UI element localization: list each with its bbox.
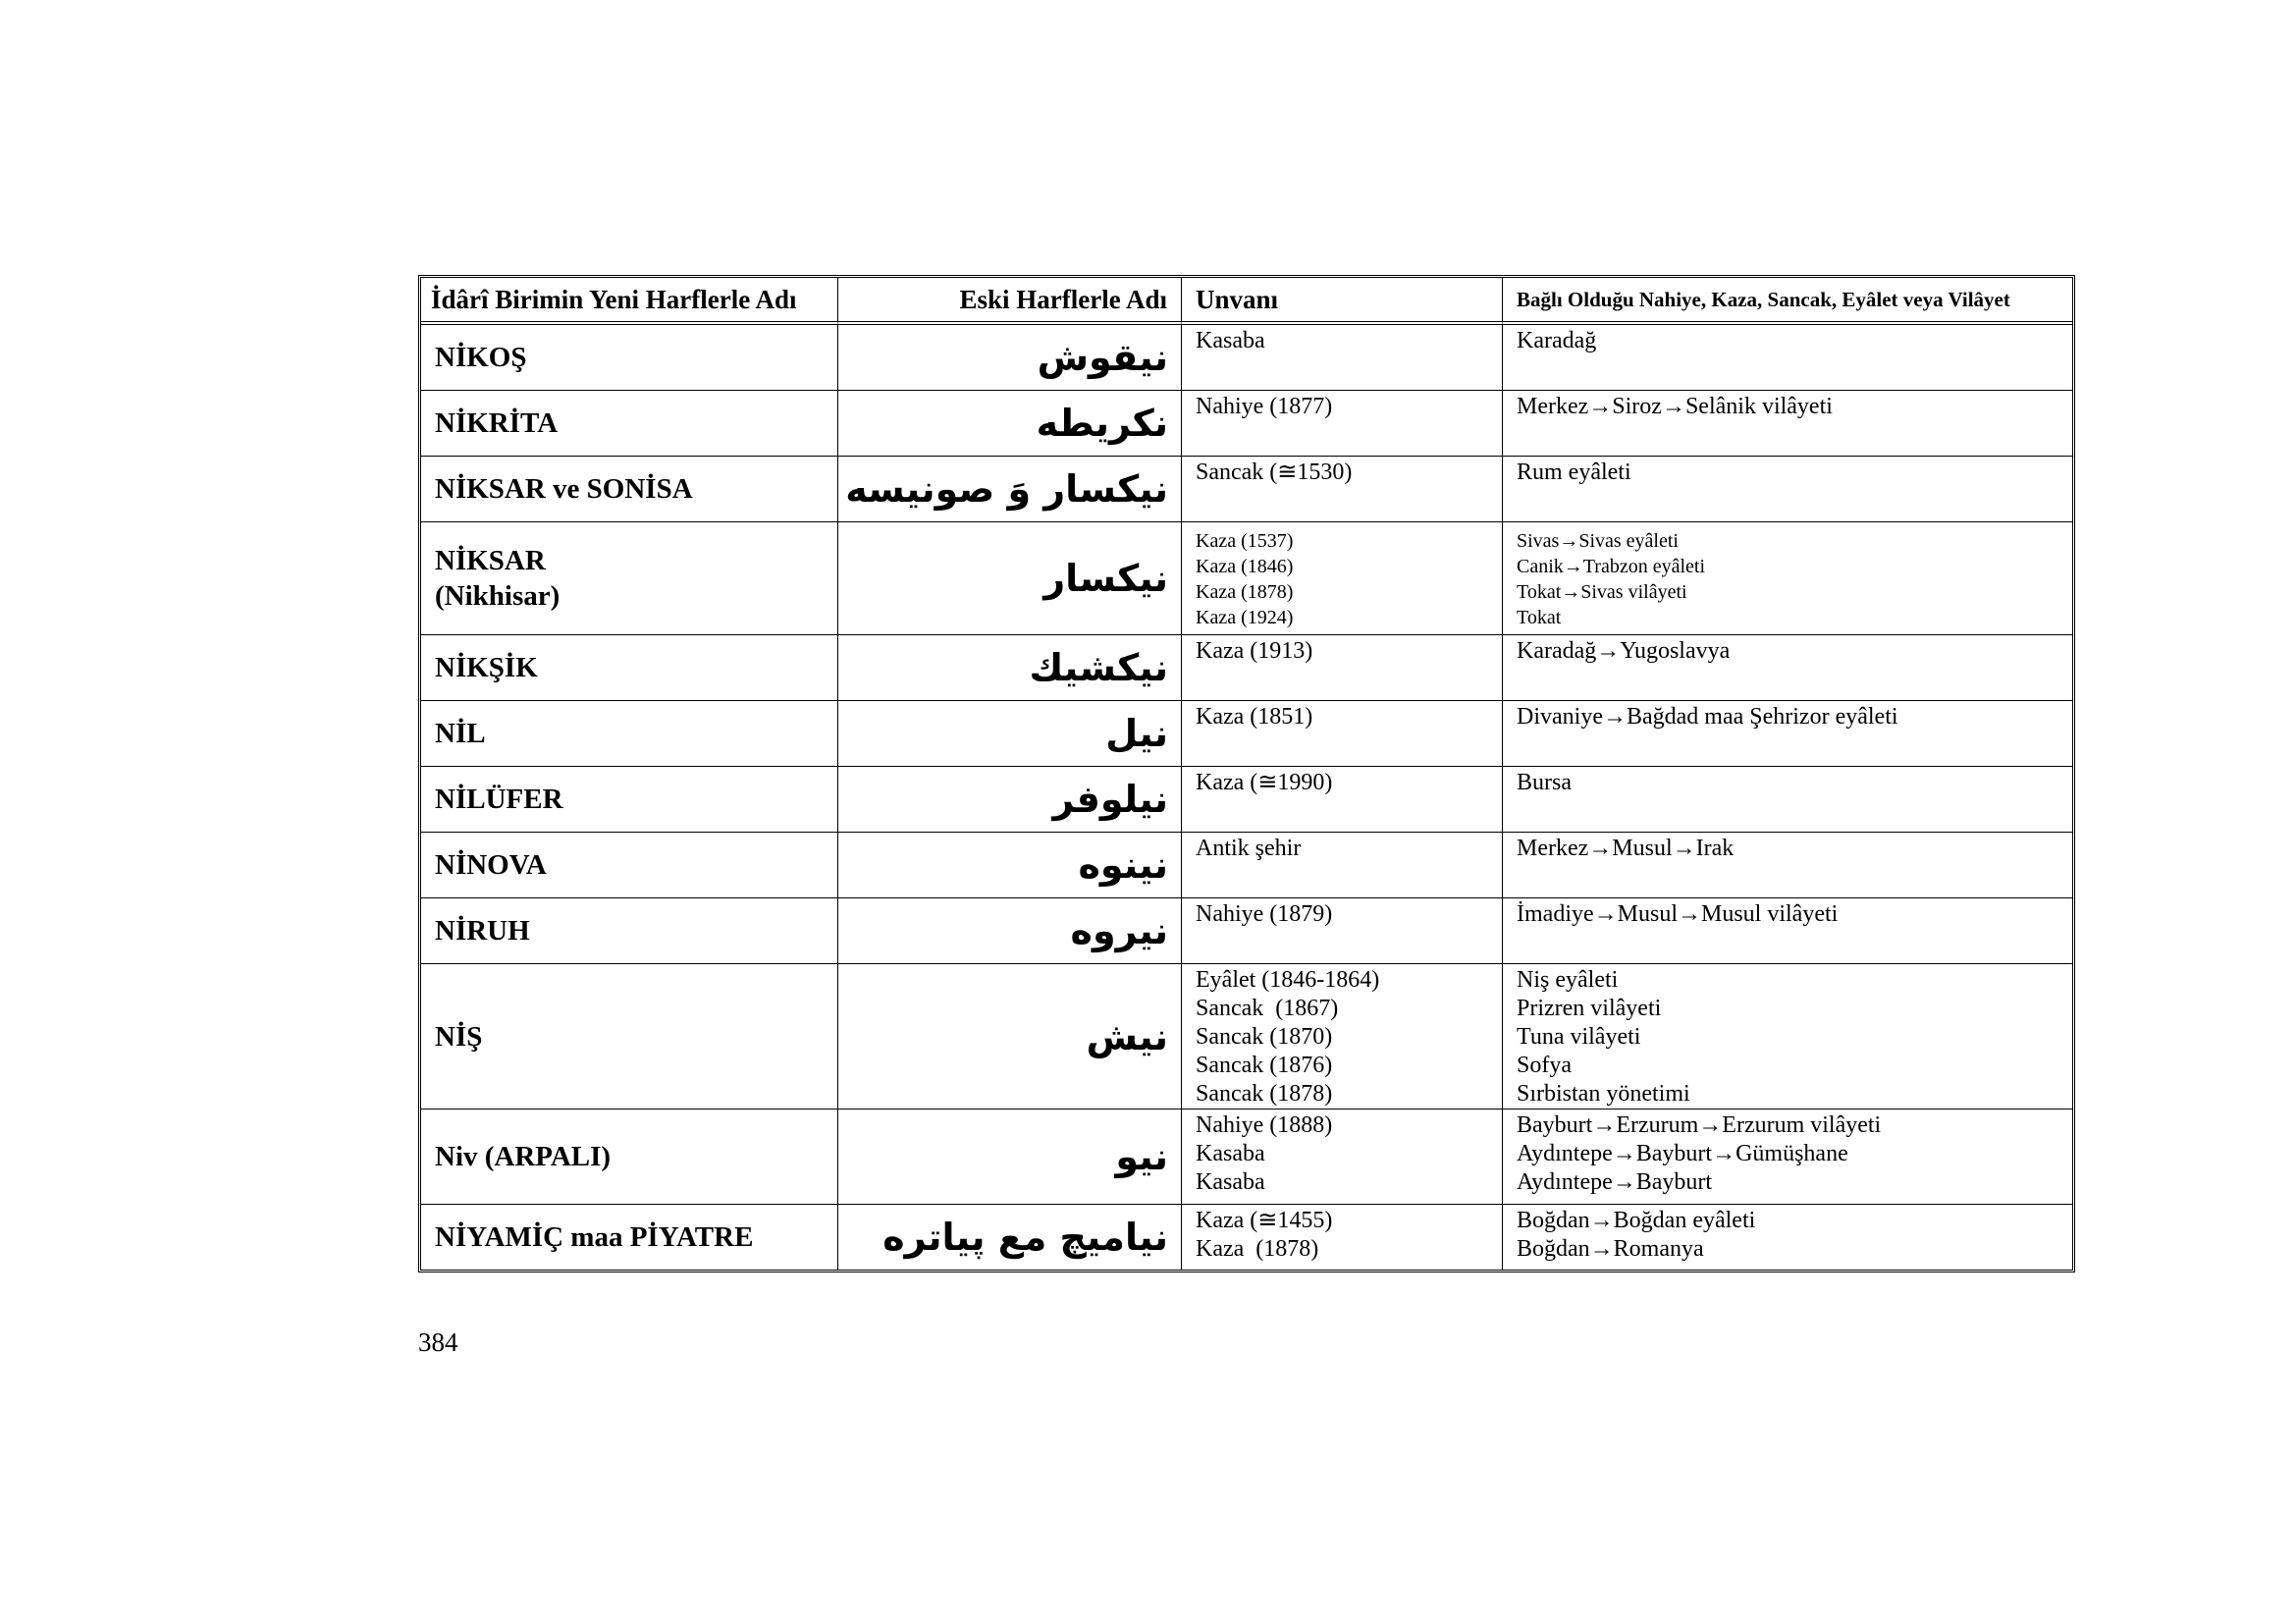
row-affiliations [1503, 898, 2072, 964]
table-row [421, 767, 2072, 833]
header-affiliation: Bağlı Olduğu Nahiye, Kaza, Sancak, Eyâlet veya Vilâyet [1503, 278, 2072, 325]
title-line: Sancak (1878) [1196, 1081, 1333, 1107]
title-line: Kaza (1878) [1196, 581, 1294, 603]
row-titles [1182, 964, 1503, 1110]
title-line: Kasaba [1196, 328, 1265, 353]
title-line: Sancak (1876) [1196, 1053, 1333, 1078]
table-row [421, 1110, 2072, 1205]
row-affiliations [1503, 391, 2072, 457]
affiliation-line: Aydıntepe→Bayburt→Gümüşhane [1517, 1141, 1848, 1166]
table-row [421, 457, 2072, 522]
affiliation-line: Niş eyâleti [1517, 967, 1619, 993]
title-line: Nahiye (1877) [1196, 394, 1333, 419]
row-titles [1182, 1205, 1503, 1270]
row-arabic-name: نيكسار [838, 522, 1182, 635]
title-line: Kaza (≅1455) [1196, 1208, 1333, 1233]
row-name: NİKOŞ [421, 325, 838, 391]
title-line: Sancak (1867) [1196, 996, 1339, 1021]
row-titles [1182, 391, 1503, 457]
affiliation-line: Karadağ [1517, 328, 1597, 353]
affiliation-line: Merkez→Siroz→Selânik vilâyeti [1517, 394, 1833, 419]
table-row [421, 325, 2072, 391]
affiliation-line: Boğdan→Romanya [1517, 1236, 1704, 1262]
table-header-row [421, 278, 2072, 325]
row-affiliations [1503, 457, 2072, 522]
row-arabic-name: نيلوفر [838, 767, 1182, 833]
affiliation-line: Rum eyâleti [1517, 460, 1631, 485]
row-titles [1182, 767, 1503, 833]
row-name: NİLÜFER [421, 767, 838, 833]
table-row [421, 964, 2072, 1110]
row-name: NİL [421, 701, 838, 767]
row-affiliations [1503, 635, 2072, 701]
row-name: NİYAMİÇ maa PİYATRE [421, 1205, 838, 1270]
row-arabic-name: نياميچ مع پياتره [838, 1205, 1182, 1270]
title-line: Antik şehir [1196, 836, 1302, 861]
affiliation-line: Bursa [1517, 770, 1572, 795]
table-row [421, 898, 2072, 964]
row-titles [1182, 701, 1503, 767]
row-arabic-name: نيكسار وَ صونيسه [838, 457, 1182, 522]
row-affiliations [1503, 833, 2072, 898]
affiliation-line: Boğdan→Boğdan eyâleti [1517, 1208, 1756, 1233]
row-name: NİRUH [421, 898, 838, 964]
row-titles [1182, 898, 1503, 964]
row-arabic-name: نيل [838, 701, 1182, 767]
row-arabic-name: نيكشيك [838, 635, 1182, 701]
row-affiliations [1503, 1110, 2072, 1205]
affiliation-line: Tuna vilâyeti [1517, 1024, 1641, 1050]
title-line: Nahiye (1888) [1196, 1112, 1333, 1138]
row-affiliations [1503, 325, 2072, 391]
header-new-name: İdârî Birimin Yeni Harflerle Adı [421, 278, 838, 325]
title-line: Sancak (1870) [1196, 1024, 1333, 1050]
row-titles [1182, 635, 1503, 701]
title-line: Kasaba [1196, 1141, 1265, 1166]
affiliation-line: İmadiye→Musul→Musul vilâyeti [1517, 901, 1839, 927]
row-name: NİKŞİK [421, 635, 838, 701]
affiliation-line: Tokat→Sivas vilâyeti [1517, 581, 1687, 603]
row-titles [1182, 1110, 1503, 1205]
title-line: Kaza (1846) [1196, 556, 1294, 577]
row-name-secondary: (Nikhisar) [435, 580, 561, 612]
affiliation-line: Canik→Trabzon eyâleti [1517, 556, 1706, 577]
row-name [421, 522, 838, 635]
affiliation-line: Karadağ→Yugoslavya [1517, 638, 1731, 664]
row-affiliations [1503, 964, 2072, 1110]
affiliation-line: Prizren vilâyeti [1517, 996, 1662, 1021]
row-arabic-name: نينوه [838, 833, 1182, 898]
row-arabic-name: نيقوش [838, 325, 1182, 391]
table-row [421, 833, 2072, 898]
affiliation-line: Sofya [1517, 1053, 1572, 1078]
row-name: NİŞ [421, 964, 838, 1110]
row-name: NİNOVA [421, 833, 838, 898]
title-line: Kaza (1851) [1196, 704, 1313, 730]
row-name: NİKRİTA [421, 391, 838, 457]
row-arabic-name: نيروه [838, 898, 1182, 964]
row-name-primary: NİKSAR [435, 545, 546, 576]
title-line: Kasaba [1196, 1169, 1265, 1195]
row-titles [1182, 522, 1503, 635]
row-affiliations [1503, 767, 2072, 833]
affiliation-line: Merkez→Musul→Irak [1517, 836, 1735, 861]
table-row [421, 1205, 2072, 1270]
row-affiliations [1503, 1205, 2072, 1270]
affiliation-line: Sırbistan yönetimi [1517, 1081, 1690, 1107]
affiliation-line: Tokat [1517, 607, 1562, 628]
records-table [418, 275, 2075, 1272]
header-old-name: Eski Harflerle Adı [838, 278, 1182, 325]
affiliation-line: Aydıntepe→Bayburt [1517, 1169, 1713, 1195]
row-affiliations [1503, 522, 2072, 635]
row-titles [1182, 457, 1503, 522]
affiliation-line: Divaniye→Bağdad maa Şehrizor eyâleti [1517, 704, 1898, 730]
row-affiliations [1503, 701, 2072, 767]
table-row [421, 701, 2072, 767]
page-number: 384 [418, 1327, 458, 1357]
row-name: Niv (ARPALI) [421, 1110, 838, 1205]
title-line: Kaza (1537) [1196, 530, 1294, 552]
row-name: NİKSAR ve SONİSA [421, 457, 838, 522]
title-line: Kaza (≅1990) [1196, 770, 1333, 795]
row-titles [1182, 833, 1503, 898]
table-row [421, 522, 2072, 635]
affiliation-line: Sivas→Sivas eyâleti [1517, 530, 1679, 552]
title-line: Nahiye (1879) [1196, 901, 1333, 927]
table-row [421, 635, 2072, 701]
affiliation-line: Bayburt→Erzurum→Erzurum vilâyeti [1517, 1112, 1882, 1138]
title-line: Eyâlet (1846-1864) [1196, 967, 1380, 993]
row-arabic-name: نيش [838, 964, 1182, 1110]
table-row [421, 391, 2072, 457]
row-arabic-name: نيو [838, 1110, 1182, 1205]
row-titles [1182, 325, 1503, 391]
title-line: Kaza (1878) [1196, 1236, 1319, 1262]
row-arabic-name: نكريطه [838, 391, 1182, 457]
title-line: Kaza (1913) [1196, 638, 1313, 664]
header-title: Unvanı [1182, 278, 1503, 325]
title-line: Kaza (1924) [1196, 607, 1294, 628]
title-line: Sancak (≅1530) [1196, 460, 1353, 485]
